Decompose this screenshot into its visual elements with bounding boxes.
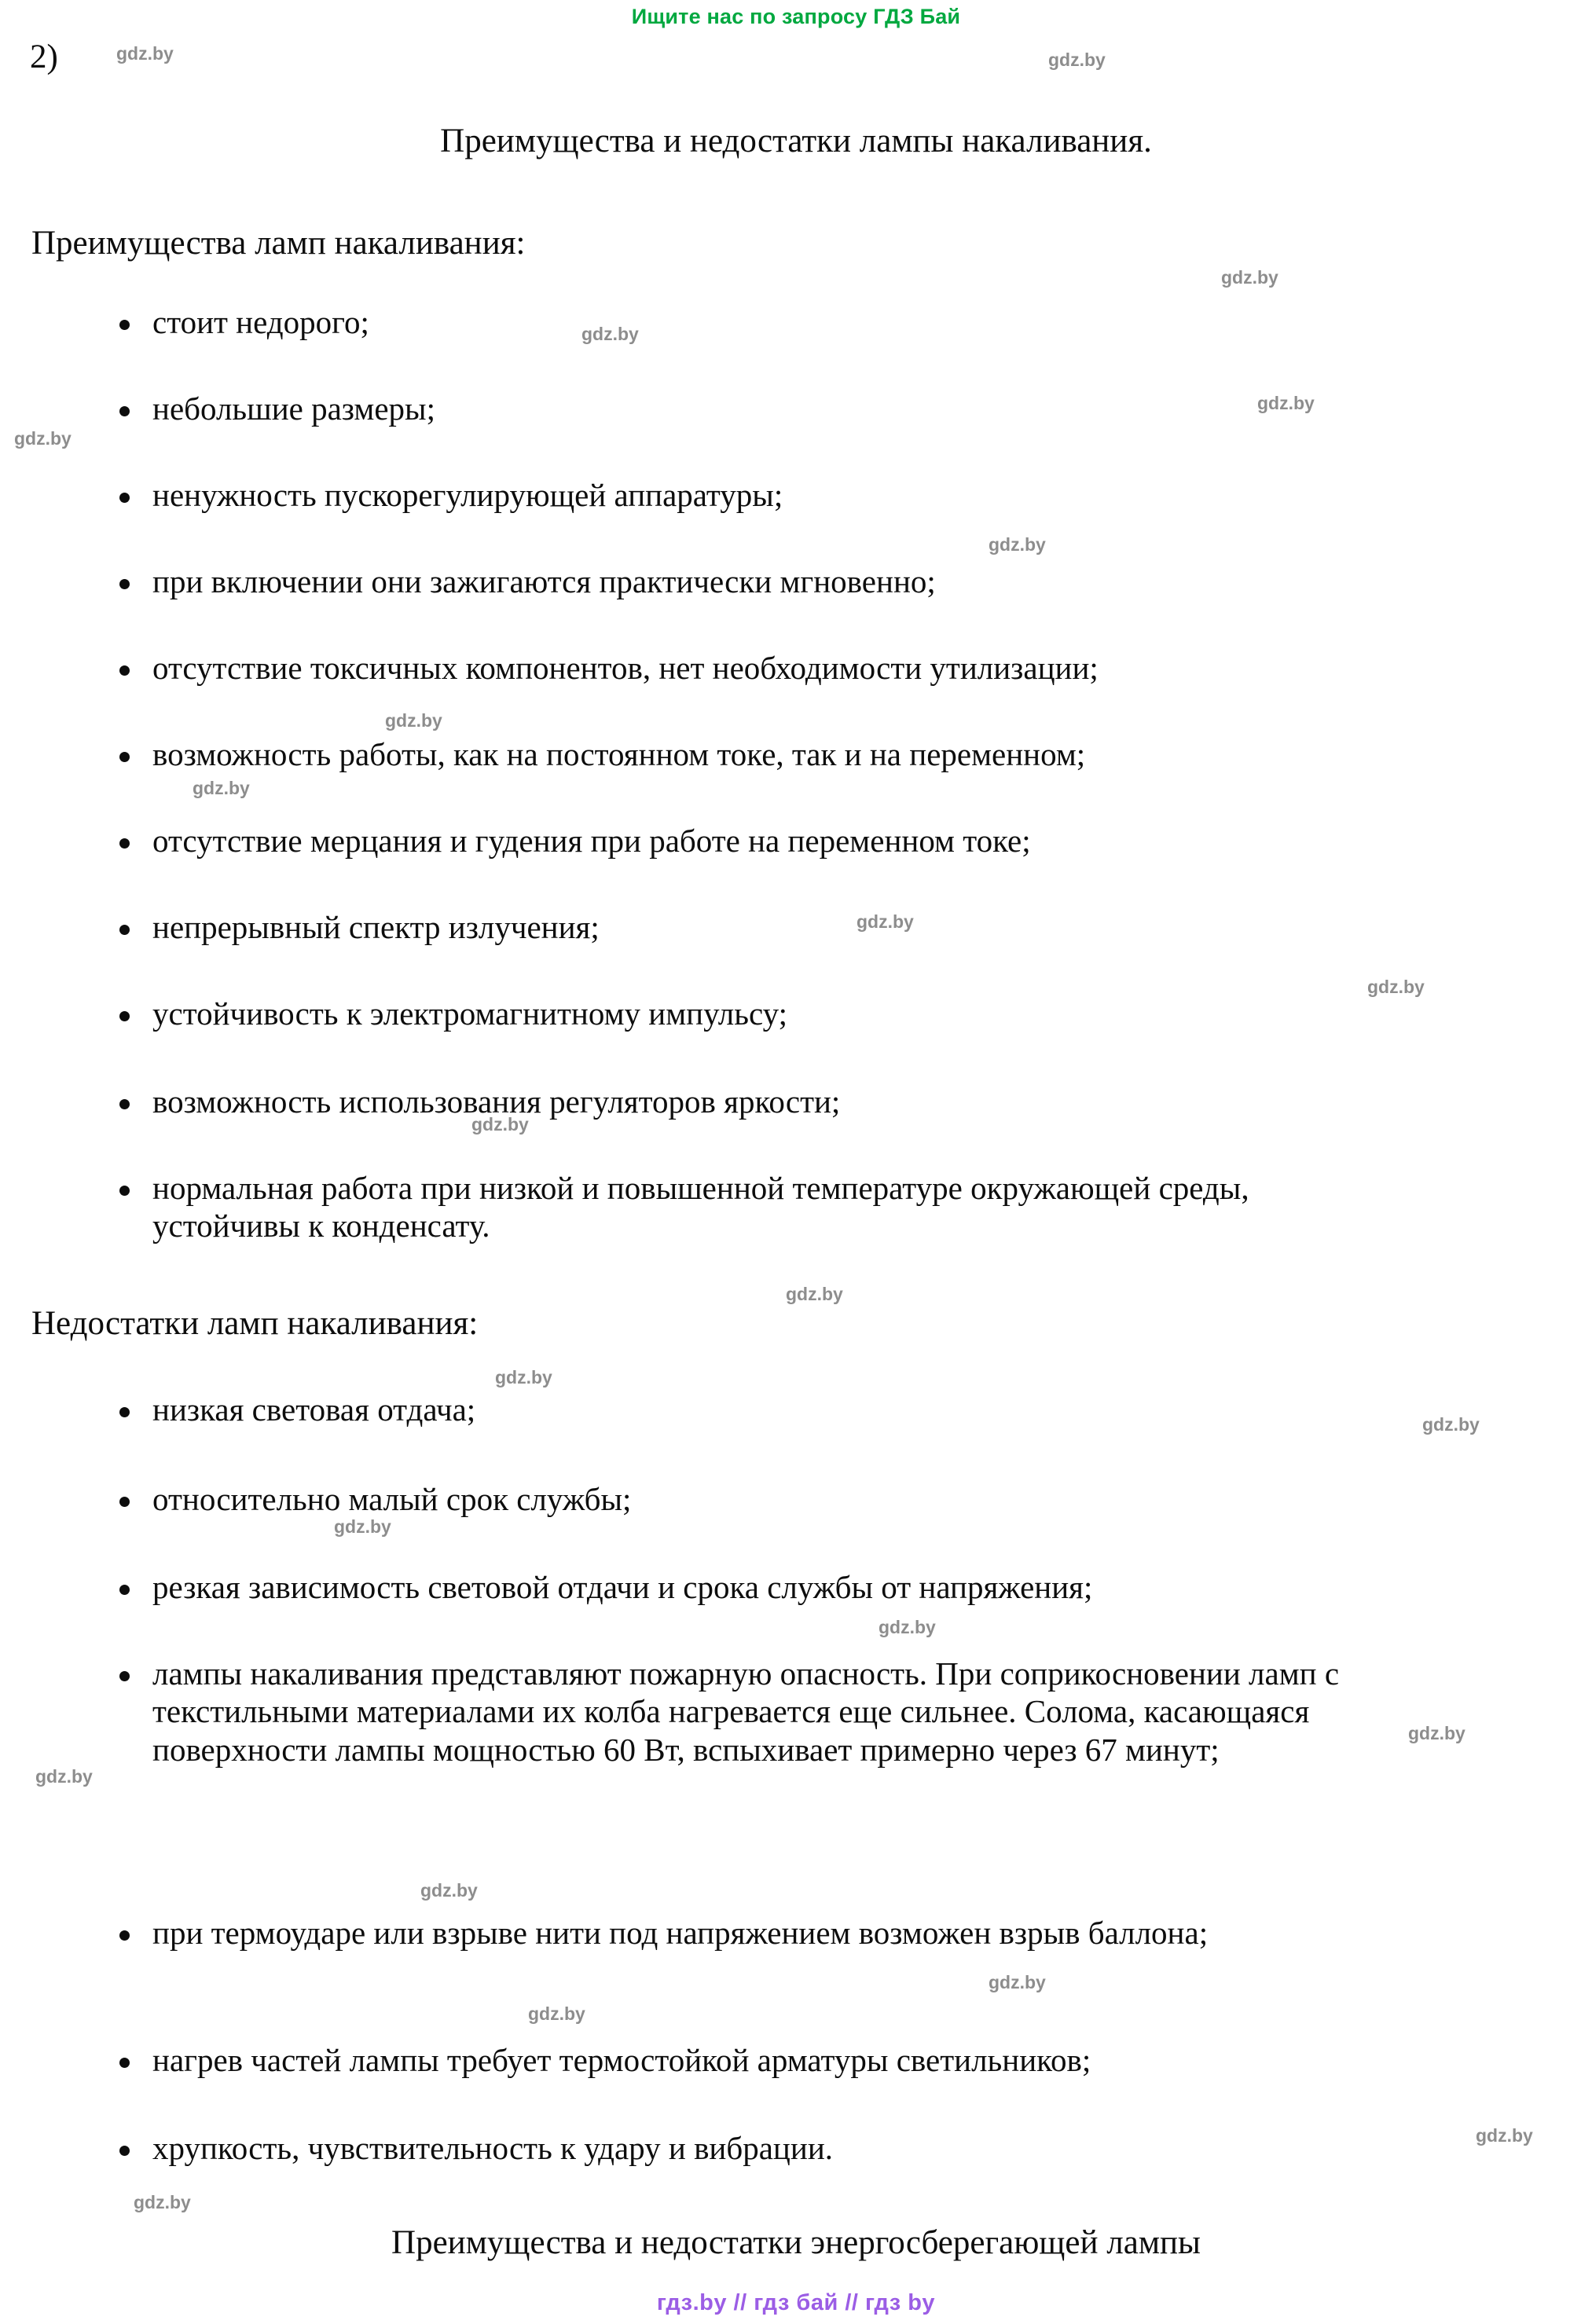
watermark: gdz.by (495, 1367, 552, 1387)
list-item: отсутствие токсичных компонентов, нет необходимости утилизации; (102, 649, 1099, 687)
watermark: gdz.by (134, 2192, 191, 2212)
advantages-heading: Преимущества ламп накаливания: (31, 225, 526, 262)
list-item: возможность работы, как на постоянном токе, так и на переменном; (102, 735, 1085, 773)
list-item: возможность использования регуляторов яркости; (102, 1083, 840, 1120)
watermark: gdz.by (989, 534, 1046, 555)
list-item: хрупкость, чувствительность к удару и вибрации. (102, 2129, 833, 2167)
list-item: при термоударе или взрыве нити под напряжением возможен взрыв баллона; (102, 1914, 1488, 1952)
watermark: gdz.by (1048, 49, 1106, 70)
next-section-title: Преимущества и недостатки энергосберегающей лампы (391, 2224, 1201, 2261)
page-title: Преимущества и недостатки лампы накаливания. (440, 123, 1152, 159)
watermark: gdz.by (1422, 1414, 1480, 1435)
watermark: gdz.by (879, 1617, 936, 1637)
watermark: gdz.by (528, 2003, 585, 2024)
watermark: gdz.by (334, 1516, 391, 1537)
list-item: низкая световая отдача; (102, 1391, 475, 1428)
watermark: gdz.by (14, 428, 72, 449)
watermark: gdz.by (35, 1766, 93, 1787)
watermark: gdz.by (1257, 393, 1315, 413)
list-item: резкая зависимость световой отдачи и срока службы от напряжения; (102, 1568, 1092, 1606)
watermark: gdz.by (420, 1880, 478, 1901)
watermark: gdz.by (385, 710, 442, 731)
list-item: стоит недорого; (102, 303, 369, 341)
list-item: нормальная работа при низкой и повышенной температуре окружающей среды, устойчивы к конденсату. (102, 1169, 1347, 1245)
watermark: gdz.by (989, 1972, 1046, 1992)
list-item: лампы накаливания представляют пожарную опасность. При соприкосновении ламп с текстильными материалами их колба нагревается еще сильнее. Солома, касающаяся поверхности лампы мощностью 60 Вт, вспыхивает примерно через 67 минут; (102, 1655, 1488, 1769)
bottom-promo-banner: гдз.by // гдз бай // гдз by (656, 2290, 936, 2315)
list-item: устойчивость к электромагнитному импульсу; (102, 995, 787, 1032)
list-item: ненужность пускорегулирующей аппаратуры; (102, 476, 783, 514)
watermark: gdz.by (1367, 977, 1425, 997)
watermark: gdz.by (1476, 2125, 1533, 2146)
watermark: gdz.by (1221, 267, 1278, 288)
watermark: gdz.by (1408, 1723, 1465, 1743)
list-item: при включении они зажигаются практически мгновенно; (102, 563, 936, 600)
watermark: gdz.by (471, 1114, 529, 1135)
list-item: нагрев частей лампы требует термостойкой арматуры светильников; (102, 2041, 1091, 2079)
list-item: относительно малый срок службы; (102, 1480, 631, 1518)
watermark: gdz.by (786, 1284, 843, 1304)
list-item: небольшие размеры; (102, 390, 435, 427)
list-item: непрерывный спектр излучения; (102, 908, 600, 946)
disadvantages-heading: Недостатки ламп накаливания: (31, 1305, 479, 1342)
item-number: 2) (30, 38, 58, 75)
watermark: gdz.by (193, 778, 250, 798)
top-promo-banner: Ищите нас по запросу ГДЗ Бай (631, 5, 961, 28)
watermark: gdz.by (581, 324, 639, 344)
list-item: отсутствие мерцания и гудения при работе на переменном токе; (102, 822, 1031, 860)
watermark: gdz.by (116, 43, 174, 64)
watermark: gdz.by (857, 911, 914, 932)
